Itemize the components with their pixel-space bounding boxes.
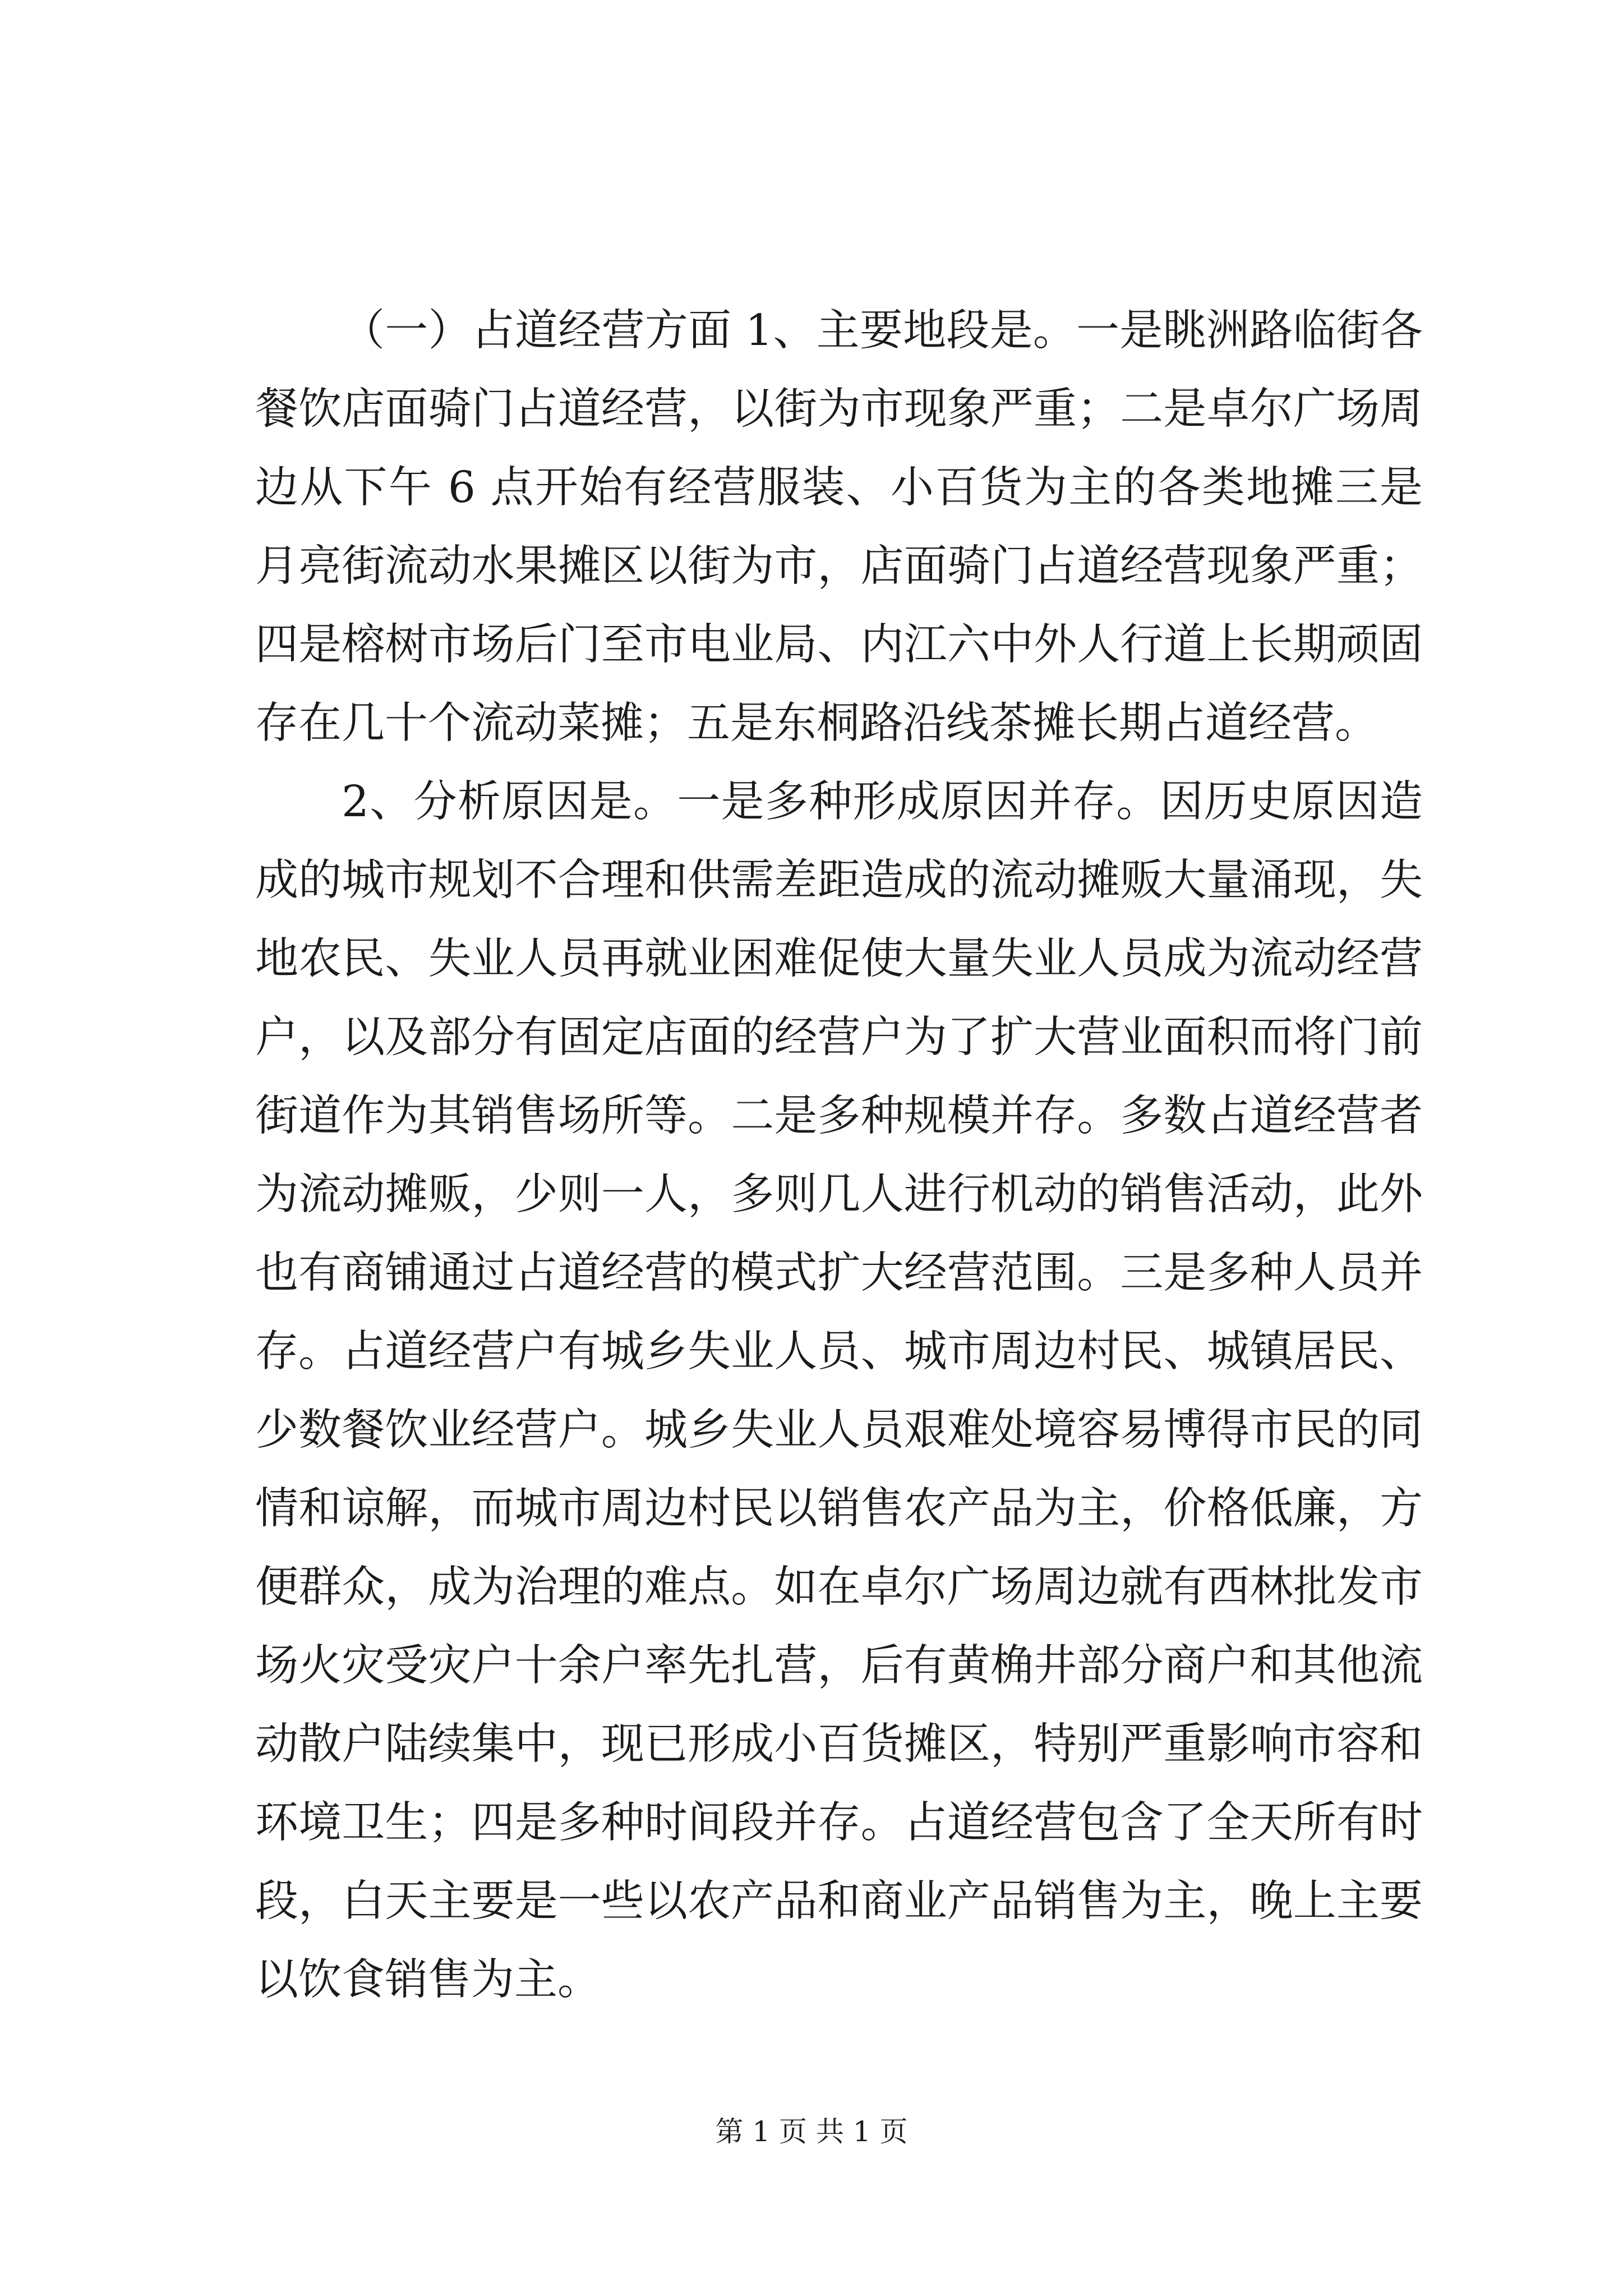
paragraph-2: 2、分析原因是。一是多种形成原因并存。因历史原因造成的城市规划不合理和供需差距造成的流动摊贩大量涌现，失地农民、失业人员再就业困难促使大量失业人员成为流动经营户，以及部分有固定店面的经营户为了扩大营业面积而将门前街道作为其销售场所等。二是多种规模并存。多数占道经营者为流动摊贩，少则一人，多则几人进行机动的销售活动，此外也有商铺通过占道经营的模式扩大经营范围。三是多种人员并存。占道经营户有城乡失业人员、城市周边村民、城镇居民、少数餐饮业经营户。城乡失业人员艰难处境容易博得市民的同情和谅解，而城市周边村民以销售农产品为主，价格低廉，方便群众，成为治理的难点。如在卓尔广场周边就有西林批发市场火灾受灾户十余户率先扎营，后有黄桷井部分商户和其他流动散户陆续集中，现已形成小百货摊区，特别严重影响市容和环境卫生；四是多种时间段并存。占道经营包含了全天所有时段，白天主要是一些以农产品和商业产品销售为主，晚上主要以饮食销售为主。 — [255, 777, 1423, 2005]
paragraph-1: （一）占道经营方面 1、主要地段是。一是眺洲路临街各餐饮店面骑门占道经营，以街为市现象严重；二是卓尔广场周边从下午 6 点开始有经营服装、小百货为主的各类地摊三是月亮街流动水果摊区以街为市，店面骑门占道经营现象严重；四是榕树市场后门至市电业局、内江六中外人行道上长期顽固存在几十个流动菜摊；五是东桐路沿线茶摊长期占道经营。 — [255, 306, 1423, 748]
document-body — [255, 292, 1423, 2019]
page-footer: 第 1 页 共 1 页 — [715, 2115, 908, 2148]
